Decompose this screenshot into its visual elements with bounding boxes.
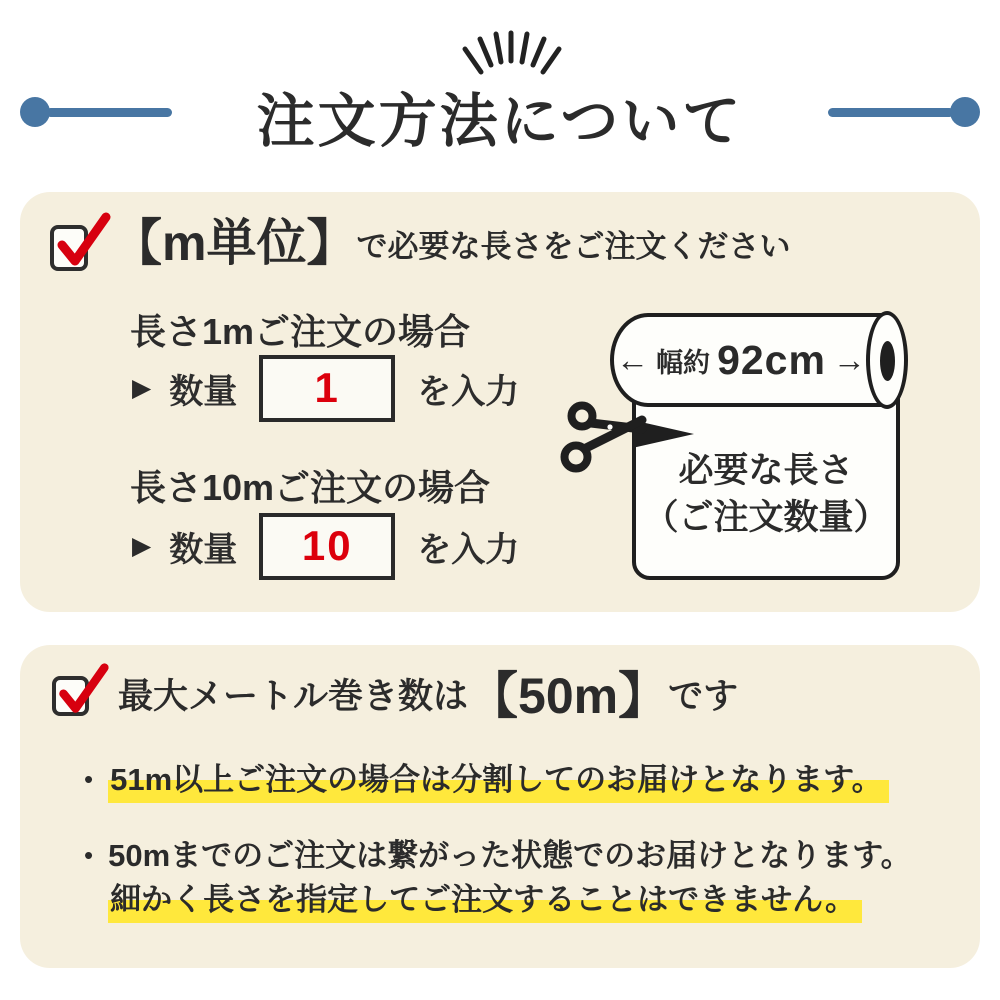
quantity-value: 10 (301, 522, 353, 569)
triangle-arrow-icon: ▶ (132, 532, 152, 560)
width-prefix: 幅約 (656, 347, 711, 378)
quantity-label: 数量 (169, 530, 238, 569)
example-10m-input-row (132, 512, 519, 580)
width-value: 92cm (717, 336, 826, 383)
title-decoration-right (832, 97, 980, 127)
max-roll-panel (20, 645, 980, 968)
example-1m-label: 長さ1mご注文の場合 (130, 311, 471, 352)
arrow-left-icon: ← (616, 341, 650, 378)
triangle-arrow-icon: ▶ (132, 374, 152, 402)
max-heading-pre: 最大メートル巻き数は (118, 677, 469, 716)
roll-core-hole (880, 341, 895, 381)
burst-rays-icon (448, 12, 572, 82)
decoration-dot (950, 97, 980, 127)
arrow-right-icon: → (832, 341, 866, 378)
bullet-item-connected-delivery (84, 834, 912, 922)
scissors-icon (552, 383, 648, 485)
max-heading-post: です (668, 677, 739, 716)
bullet-split-line1: 51m以上ご注文の場合は分割してのお届けとなります。 (108, 762, 889, 803)
sheet-note (632, 447, 900, 541)
max-heading (118, 669, 738, 723)
bullet-item-split-delivery (84, 758, 889, 802)
max-heading-em: 【50m】 (468, 668, 669, 724)
bullet-connected-line2: 細かく長さを指定してご注文することはできません。 (108, 882, 862, 923)
checkbox-icon (50, 225, 88, 271)
sheet-note-line1: 必要な長さ (678, 451, 854, 490)
bullet-dot: • (84, 764, 94, 794)
fabric-roll-diagram (555, 297, 990, 597)
quantity-input-box (259, 513, 395, 580)
checkmark-icon (54, 211, 112, 269)
page-title: 注文方法について (256, 89, 744, 154)
checkbox-icon (52, 676, 89, 716)
decoration-line (828, 108, 954, 117)
unit-heading-em: 【m単位】 (112, 215, 357, 271)
bullet-dot: • (84, 840, 94, 870)
input-suffix: を入力 (417, 530, 520, 569)
input-suffix: を入力 (417, 372, 520, 411)
bullet-connected-line1: 50mまでのご注文は繋がった状態でのお届けとなります。 (108, 838, 912, 873)
example-1m-input-row (132, 354, 519, 422)
example-10m-label: 長さ10mご注文の場合 (130, 467, 491, 508)
quantity-input-box (259, 355, 395, 422)
sheet-note-line2: （ご注文数量） (643, 498, 889, 537)
unit-heading (112, 216, 790, 270)
unit-heading-rest: で必要な長さをご注文ください (356, 229, 791, 264)
checkmark-icon (56, 662, 110, 716)
quantity-value: 1 (314, 364, 340, 411)
roll-width-label (610, 313, 872, 407)
quantity-label: 数量 (169, 372, 238, 411)
